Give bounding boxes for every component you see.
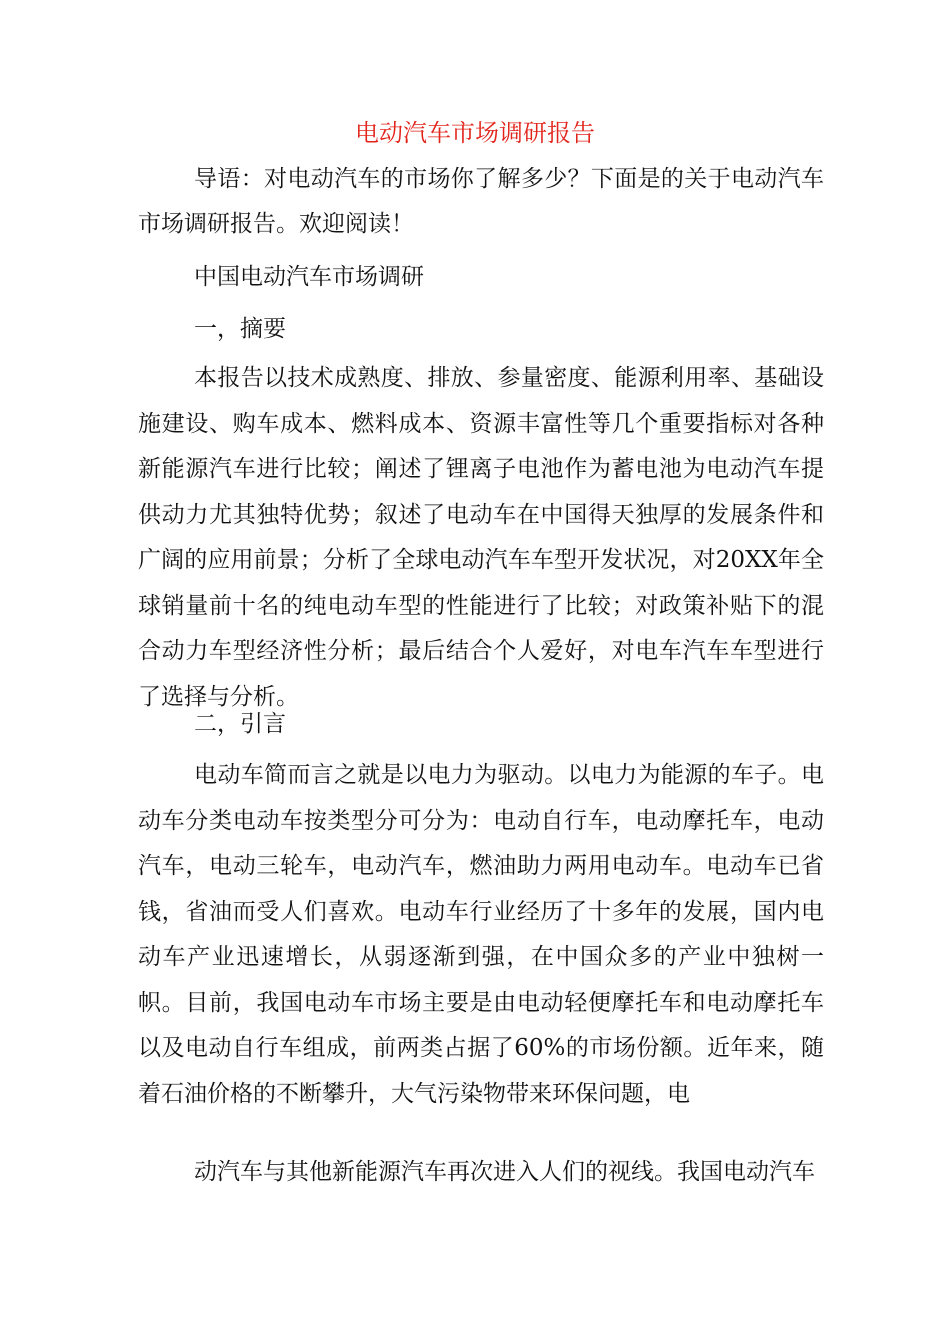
- continuation-paragraph: 动汽车与其他新能源汽车再次进入人们的视线。我国电动汽车: [194, 1159, 815, 1185]
- section-heading-introduction: 二，引言: [194, 711, 286, 737]
- summary-paragraph: 本报告以技术成熟度、排放、参量密度、能源利用率、基础设施建设、购车成本、燃料成本、资源丰富性等几个重要指标对各种新能源汽车进行比较；阐述了锂离子电池作为蓄电池为电动汽车提供动力尤其独特优势；叙述了电动车在中国得天独厚的发展条件和广阔的应用前景；分析了全球电动汽车车型开发状况，对20XX年全球销量前十名的纯电动车型的性能进行了比较；对政策补贴下的混合动力车型经济性分析；最后结合个人爱好，对电车汽车车型进行了选择与分析。: [138, 365, 824, 710]
- subtitle-heading: 中国电动汽车市场调研: [194, 264, 424, 290]
- document-title: 电动汽车市场调研报告: [355, 119, 595, 147]
- section-heading-summary: 一，摘要: [194, 316, 286, 342]
- intro-paragraph: 导语：对电动汽车的市场你了解多少？下面是的关于电动汽车市场调研报告。欢迎阅读！: [138, 166, 824, 237]
- introduction-paragraph: 电动车简而言之就是以电力为驱动。以电力为能源的车子。电动车分类电动车按类型分可分为：电动自行车，电动摩托车，电动汽车，电动三轮车，电动汽车，燃油助力两用电动车。电动车已省钱，省油而受人们喜欢。电动车行业经历了十多年的发展，国内电动车产业迅速增长，从弱逐渐到强，在中国众多的产业中独树一帜。目前，我国电动车市场主要是由电动轻便摩托车和电动摩托车以及电动自行车组成，前两类占据了60%的市场份额。近年来，随着石油价格的不断攀升，大气污染物带来环保问题，电: [138, 762, 824, 1107]
